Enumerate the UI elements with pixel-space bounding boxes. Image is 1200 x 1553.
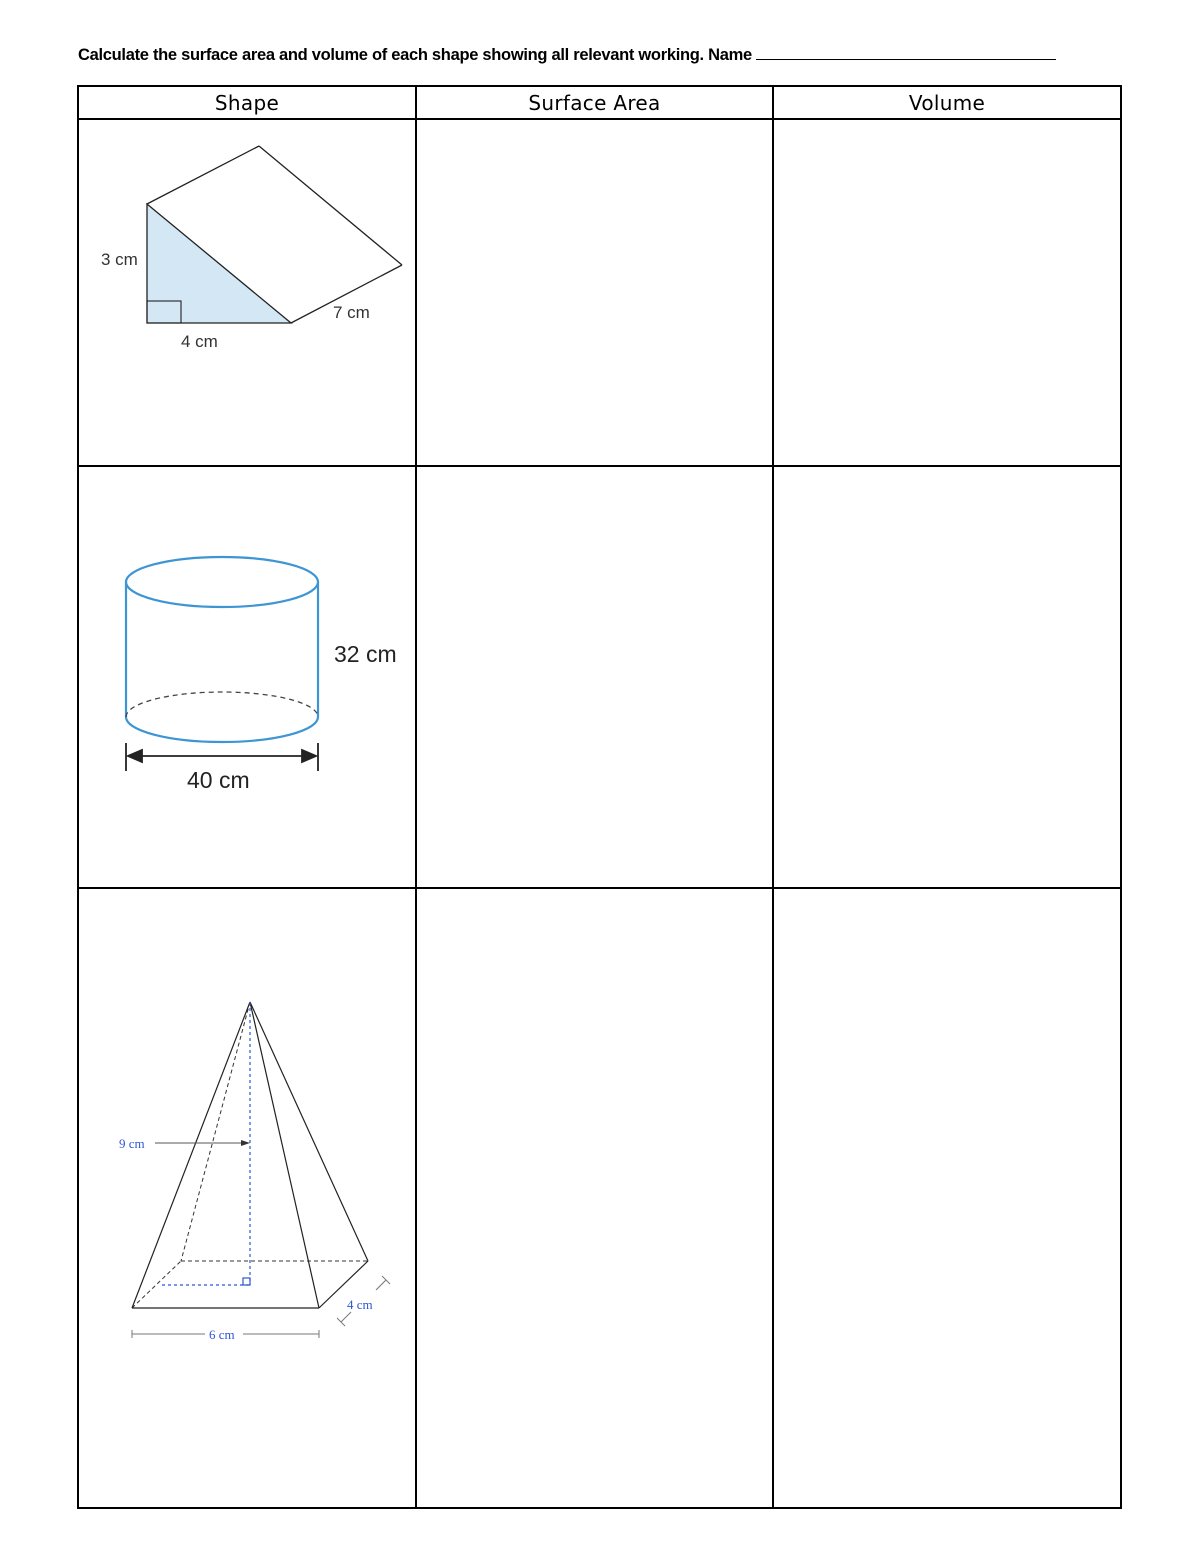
cylinder-shape	[126, 557, 318, 742]
table-row	[78, 888, 1121, 1508]
header-volume: Volume	[773, 86, 1121, 119]
volume-cell-1[interactable]	[773, 119, 1121, 466]
name-input-line[interactable]	[756, 47, 1056, 60]
cylinder-height-label: 32 cm	[334, 641, 397, 667]
instruction-line	[78, 46, 1123, 65]
cylinder-bottom-front-arc	[126, 717, 318, 742]
prism-height-label: 3 cm	[101, 250, 138, 269]
shape-cell-cylinder	[78, 466, 416, 888]
prism-top-edge	[147, 146, 259, 204]
header-row	[78, 86, 1121, 119]
triangular-prism-diagram	[79, 120, 417, 465]
surface-area-cell-3[interactable]	[416, 888, 773, 1508]
cylinder-bottom-hidden-arc	[126, 692, 318, 717]
prism-front-face	[147, 204, 291, 323]
height-pointer-arrow	[241, 1140, 250, 1146]
pyramid-depth-label: 4 cm	[347, 1297, 373, 1312]
header-shape: Shape	[78, 86, 416, 119]
surface-area-cell-2[interactable]	[416, 466, 773, 888]
prism-base-label: 4 cm	[181, 332, 218, 351]
cylinder-diagram	[79, 467, 417, 887]
prism-back-edge	[259, 146, 402, 265]
cylinder-top-ellipse	[126, 557, 318, 607]
shape-cell-pyramid	[78, 888, 416, 1508]
rectangular-pyramid-diagram	[79, 889, 417, 1507]
instruction-text: Calculate the surface area and volume of each shape showing all relevant working. Name	[78, 46, 752, 64]
volume-cell-2[interactable]	[773, 466, 1121, 888]
table-row	[78, 466, 1121, 888]
cylinder-diameter-label: 40 cm	[187, 767, 250, 793]
pyramid-height-label: 9 cm	[119, 1136, 145, 1151]
pyramid-width-label: 6 cm	[209, 1327, 235, 1342]
shape-cell-prism	[78, 119, 416, 466]
table-row	[78, 119, 1121, 466]
header-surface-area: Surface Area	[416, 86, 773, 119]
surface-area-cell-1[interactable]	[416, 119, 773, 466]
prism-length-label: 7 cm	[333, 303, 370, 322]
volume-cell-3[interactable]	[773, 888, 1121, 1508]
worksheet-table	[77, 85, 1122, 1509]
